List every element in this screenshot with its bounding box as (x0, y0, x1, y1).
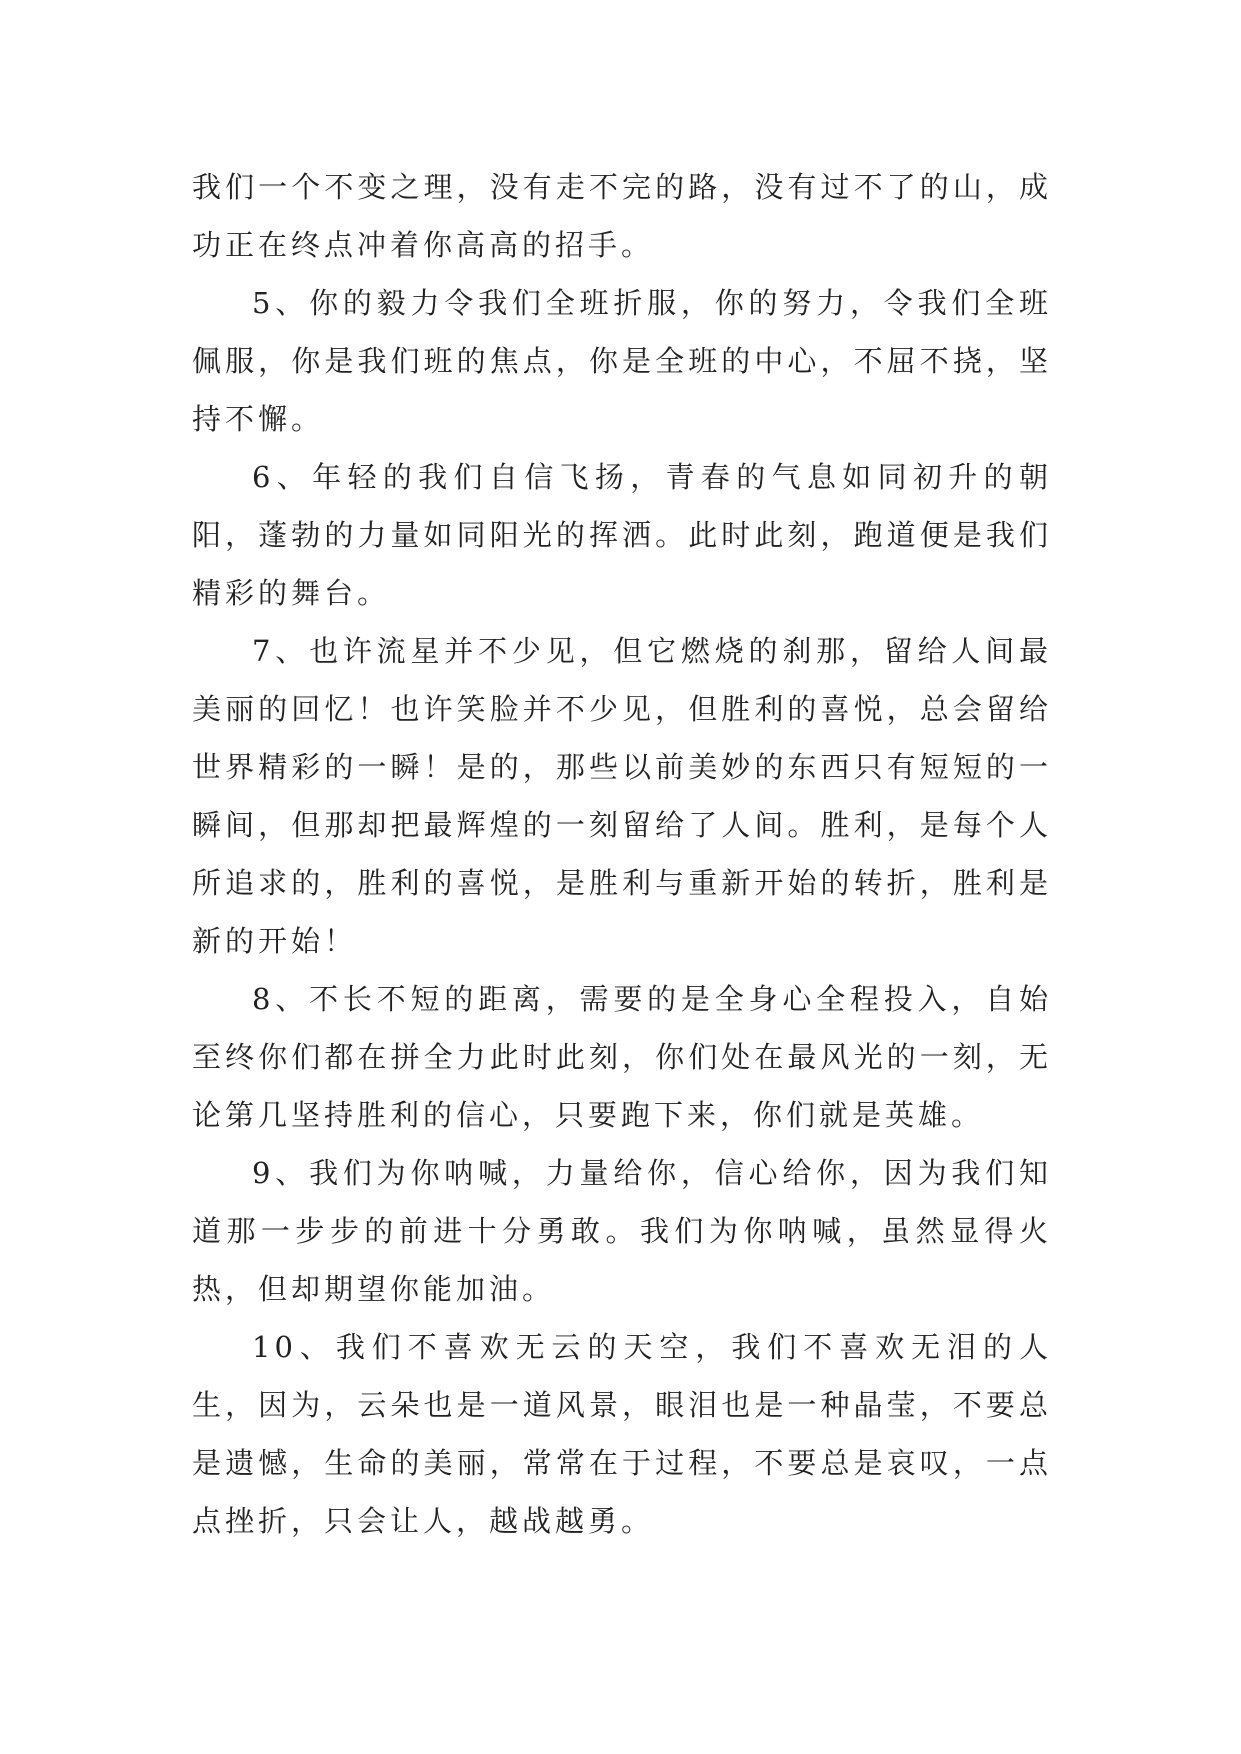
paragraph-item-7: 7、也许流星并不少见，但它燃烧的刹那，留给人间最美丽的回忆！也许笑脸并不少见，但胜利的喜悦，总会留给世界精彩的一瞬！是的，那些以前美妙的东西只有短短的一瞬间，但那却把最辉煌的一刻留给了人间。胜利，是每个人所追求的，胜利的喜悦，是胜利与重新开始的转折，胜利是新的开始！ (192, 634, 1052, 958)
paragraph-item-5: 5、你的毅力令我们全班折服，你的努力，令我们全班佩服，你是我们班的焦点，你是全班的中心，不屈不挠，坚持不懈。 (192, 286, 1052, 436)
paragraph-item-9: 9、我们为你呐喊，力量给你，信心给你，因为我们知道那一步步的前进十分勇敢。我们为你呐喊，虽然显得火热，但却期望你能加油。 (192, 1156, 1052, 1306)
paragraph-item-6: 6、年轻的我们自信飞扬，青春的气息如同初升的朝阳，蓬勃的力量如同阳光的挥洒。此时此刻，跑道便是我们精彩的舞台。 (192, 460, 1052, 610)
document-body (192, 158, 1052, 1550)
paragraph-item-8: 8、不长不短的距离，需要的是全身心全程投入，自始至终你们都在拼全力此时此刻，你们处在最风光的一刻，无论第几坚持胜利的信心，只要跑下来，你们就是英雄。 (192, 982, 1052, 1132)
paragraph-continuation: 我们一个不变之理，没有走不完的路，没有过不了的山，成功正在终点冲着你高高的招手。 (192, 170, 1052, 262)
paragraph-item-10: 10、我们不喜欢无云的天空，我们不喜欢无泪的人生，因为，云朵也是一道风景，眼泪也是一种晶莹，不要总是遗憾，生命的美丽，常常在于过程，不要总是哀叹，一点点挫折，只会让人，越战越勇。 (192, 1330, 1052, 1538)
